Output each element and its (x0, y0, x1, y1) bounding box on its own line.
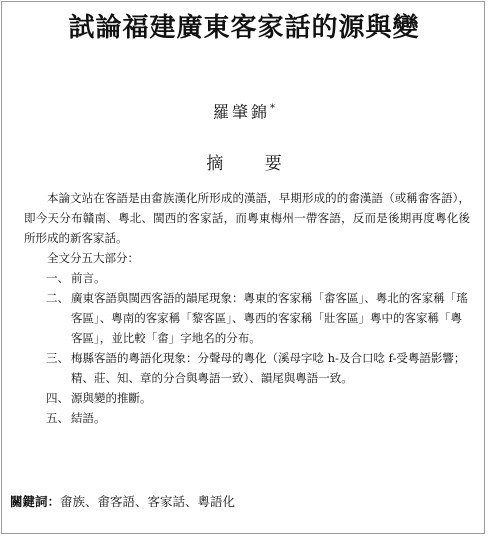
section-number: 四、 (46, 391, 69, 405)
section-number: 三、 (46, 351, 69, 365)
section-text: 源與變的推斷。 (71, 391, 152, 405)
abstract-heading: 摘 要 (206, 154, 300, 174)
section-item (24, 408, 470, 428)
section-text: 廣東客語與閩西客語的韻尾現象：粵東的客家稱「畬客區」、粵北的客家稱「瑤客區」、粵南的客家稱「黎客區」、粵西的客家稱「壯客區」粵中的客家稱「粵客區」，並比較「畬」字地名的分布。 (71, 291, 468, 345)
author-line (0, 98, 488, 123)
keywords-line (10, 492, 235, 512)
section-text: 結語。 (71, 411, 106, 425)
abstract-body (24, 188, 470, 428)
section-number: 一、 (46, 271, 69, 285)
author-footnote-mark: * (270, 103, 275, 114)
section-number: 二、 (46, 291, 69, 305)
abstract-paragraph: 本論文站在客語是由畬族漢化所形成的漢語，早期形成的的畬漢語（或稱畬客語），即今天分布贛南、粵北、閩西的客家話，而粵東梅州一帶客語，反而是後期再度粵化後所形成的新客家話。 (24, 191, 470, 245)
section-item (24, 288, 470, 348)
section-item (24, 268, 470, 288)
keywords-value: 畬族、畬客語、客家話、粵語化 (60, 494, 236, 509)
section-number: 五、 (46, 411, 69, 425)
paper-title: 試論福建廣東客家話的源與變 (68, 13, 420, 43)
section-list (24, 268, 470, 428)
section-text: 梅縣客語的粵語化現象：分聲母的粵化（溪母字唸 h-及合口唸 f-受粵語影響；精、莊、知、章的分合與粵語一致）、韻尾與粵語一致。 (71, 351, 466, 385)
outline-intro: 全文分五大部分： (47, 251, 139, 265)
section-text: 前言。 (71, 271, 106, 285)
keywords-label: 關鍵詞： (10, 494, 61, 509)
section-item (24, 388, 470, 408)
section-item (24, 348, 470, 388)
author-name: 羅肇錦 (212, 102, 270, 122)
